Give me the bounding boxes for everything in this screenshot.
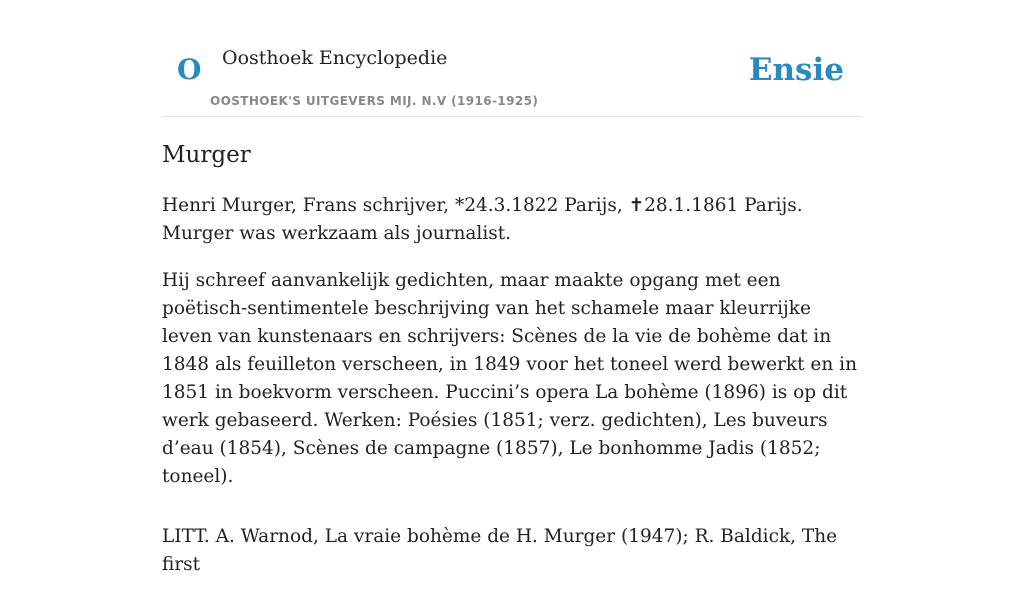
article-paragraph: Hij schreef aanvankelijk gedichten, maar maakte opgang met een poëtisch-sentimentele beschrijving van het schamele maar kleurrijke leven van kunstenaars en schrijvers: Scènes de la vie de bohème dat in 1848 als feuilleton verscheen, in 1849 voor het toneel werd bewerkt en in 1851 in boekvorm verscheen. Puccini’s opera La bohème (1896) is op dit werk gebaseerd. Werken: Poésies (1851; verz. gedichten), Les buveurs d’eau (1854), Scènes de campagne (1857), Le bonhomme Jadis (1852; toneel). [162, 270, 857, 487]
article [162, 140, 862, 598]
article-title: Murger [162, 142, 251, 168]
brand-logo-link[interactable]: Ensie [748, 52, 844, 88]
literature-paragraph: LITT. A. Warnod, La vraie bohème de H. Murger (1947); R. Baldick, The first [162, 526, 838, 575]
publication-title[interactable]: Oosthoek Encyclopedie [222, 47, 448, 69]
header [162, 0, 862, 117]
publication-logo[interactable]: O [177, 53, 202, 86]
article-paragraph: Henri Murger, Frans schrijver, *24.3.1822 Parijs, ✝28.1.1861 Parijs. Murger was werkzaam als journalist. [162, 195, 803, 244]
publication-subtitle: OOSTHOEK'S UITGEVERS MIJ. N.V (1916-1925) [210, 94, 539, 108]
